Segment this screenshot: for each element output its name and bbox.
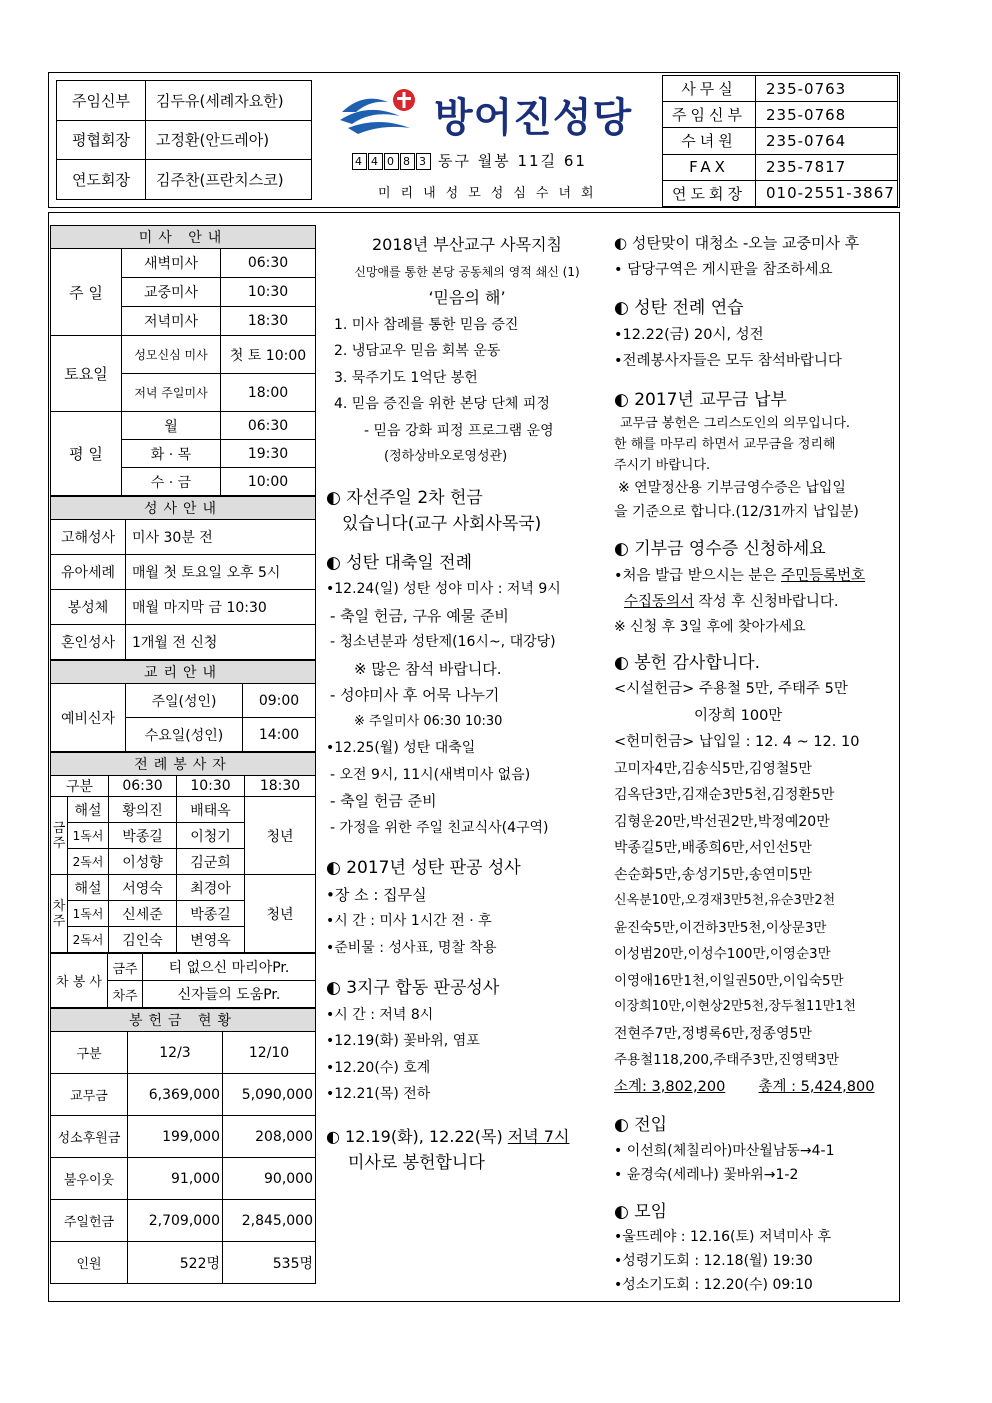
left-column — [50, 225, 316, 1284]
server-name: 황의진 — [109, 797, 177, 823]
server-name: 이성향 — [109, 849, 177, 875]
contact-value: 235-0768 — [756, 102, 898, 128]
convent-name: 미리내성모성심수녀회 — [378, 186, 604, 201]
staff-value: 김두유(세례자요한) — [146, 81, 312, 121]
server-name: 김군희 — [177, 849, 245, 875]
evening-mass-heading: ◐ 12.19(화), 12.22(목) 저녁 7시 — [326, 1126, 570, 1146]
youth-label: 청년 — [245, 875, 316, 953]
role: 1독서 — [68, 823, 109, 849]
server-name: 배태옥 — [177, 797, 245, 823]
dues-line: 주시기 바랍니다. — [614, 458, 711, 473]
offering-amount: 522명 — [128, 1242, 223, 1284]
contact-label: FAX — [663, 154, 756, 180]
car-service-table — [50, 953, 316, 1008]
contact-label: 주임신부 — [663, 102, 756, 128]
col-header: 구분 — [51, 776, 109, 797]
christmas-line: •12.24(일) 성탄 성야 미사 : 저녁 9시 — [326, 581, 561, 597]
server-name: 김인숙 — [109, 927, 177, 953]
mass-name: 성모신심 미사 — [122, 336, 221, 374]
transfer-heading: ◐ 전입 — [614, 1115, 668, 1135]
thanks-heading: ◐ 봉헌 감사합니다. — [614, 652, 760, 673]
christmas-line: - 축일 헌금 준비 — [330, 792, 437, 810]
doctrine-title: 교리안내 — [51, 661, 316, 684]
thanks-line: 이장희10만,이현상2만5천,장두철11만1천 — [614, 999, 856, 1014]
meeting-line: •성령기도회 : 12.18(월) 19:30 — [614, 1253, 813, 1269]
thanks-line: 주용철118,200,주태주3만,진영택3만 — [614, 1052, 840, 1068]
saturday-label: 토요일 — [51, 336, 122, 412]
receipt-line: •처음 발급 받으시는 분은 주민등록번호 — [614, 567, 866, 584]
offering-totals — [614, 1074, 896, 1101]
offering-amount: 90,000 — [223, 1158, 316, 1200]
rehearsal-line: •전례봉사자들은 모두 참석바랍니다 — [614, 353, 842, 369]
joint-line: •12.19(화) 꽃바위, 염포 — [326, 1033, 480, 1049]
christmas-line: ※ 많은 참석 바랍니다. — [354, 659, 502, 678]
zip-code: 4 4 0 8 3 — [352, 151, 432, 170]
offering-type: 성소후원금 — [51, 1116, 128, 1158]
joint-line: •12.20(수) 호계 — [326, 1059, 431, 1076]
rite-info: 미사 30분 전 — [126, 520, 316, 555]
staff-info-table — [56, 80, 312, 200]
contact-label: 사무실 — [663, 76, 756, 102]
catechumen-label: 예비신자 — [51, 684, 126, 752]
contact-value: 010-2551-3867 — [756, 180, 898, 206]
offering-type: 주일헌금 — [51, 1200, 128, 1242]
cleaning-heading: ◐ 성탄맞이 대청소 -오늘 교중미사 후 — [614, 234, 860, 252]
car-group: 티 없으신 마리아Pr. — [143, 954, 316, 981]
christmas-heading: ◐ 성탄 대축일 전례 — [326, 552, 472, 573]
class-day: 수요일(성인) — [126, 718, 243, 752]
penance-line: •준비물 : 성사표, 명찰 착용 — [326, 939, 497, 956]
weekday-label: 평 일 — [51, 412, 122, 496]
liturgy-servers-table — [50, 752, 316, 953]
servers-title: 전례봉사자 — [51, 753, 316, 776]
col-header: 구분 — [51, 1032, 128, 1074]
thanks-line: 손순화5만,송성기5만,송연미5만 — [614, 866, 812, 883]
transfer-line: • 이선희(체칠리아)마산월남동→4-1 — [614, 1142, 835, 1159]
contact-value: 235-0764 — [756, 128, 898, 154]
dues-heading: ◐ 2017년 교무금 납부 — [614, 389, 787, 410]
mass-time: 18:00 — [221, 374, 316, 412]
mass-name: 교중미사 — [122, 278, 221, 307]
car-week: 차주 — [108, 981, 143, 1008]
offering-amount: 199,000 — [128, 1116, 223, 1158]
evening-mass-line: 미사로 봉헌합니다 — [348, 1153, 485, 1173]
plan-item: 4. 믿음 증진을 위한 본당 단체 피정 — [334, 396, 550, 412]
catechism-table — [50, 660, 316, 752]
right-column — [614, 230, 896, 1297]
thanks-line: 고미자4만,김송식5만,김영철5만 — [614, 760, 812, 777]
dues-line: 교무금 봉헌은 그리스도인의 의무입니다. — [620, 416, 851, 431]
this-week-label: 금주 — [51, 797, 68, 875]
col-header: 18:30 — [245, 776, 316, 797]
offering-type: 교무금 — [51, 1074, 128, 1116]
cleaning-line: • 담당구역은 게시판을 참조하세요 — [614, 261, 833, 278]
dues-line: 을 기준으로 합니다.(12/31까지 납입분) — [614, 504, 859, 520]
contact-label: 연도회장 — [663, 180, 756, 206]
rite-info: 매월 첫 토요일 오후 5시 — [126, 555, 316, 590]
thanks-line: 이장희 100만 — [694, 707, 783, 724]
thanks-line: 김옥단3만,김재순3만5천,김정환5만 — [614, 787, 835, 803]
mass-title: 미사 안내 — [51, 226, 316, 249]
plan-item: 3. 묵주기도 1억단 봉헌 — [334, 369, 478, 386]
rite-name: 유아세례 — [51, 555, 126, 590]
mass-time: 19:30 — [221, 440, 316, 468]
rite-name: 고해성사 — [51, 520, 126, 555]
subtotal: 소계: 3,802,200 — [614, 1078, 726, 1095]
contact-label: 수녀원 — [663, 128, 756, 154]
youth-label: 청년 — [245, 797, 316, 875]
contact-table — [662, 75, 898, 207]
mass-time: 10:00 — [221, 468, 316, 496]
role: 2독서 — [68, 849, 109, 875]
parish-logo — [338, 88, 428, 136]
role: 해설 — [68, 875, 109, 901]
christmas-line: ※ 주일미사 06:30 10:30 — [354, 713, 503, 729]
class-time: 09:00 — [243, 684, 316, 718]
offering-type: 인원 — [51, 1242, 128, 1284]
mass-name: 월 — [122, 412, 221, 440]
col-header: 12/10 — [223, 1032, 316, 1074]
role: 2독서 — [68, 927, 109, 953]
pastoral-plan-subtitle: 신망애를 통한 본당 공동체의 영적 쇄신 (1) — [354, 264, 580, 279]
rehearsal-heading: ◐ 성탄 전례 연습 — [614, 298, 744, 318]
christmas-line: - 성야미사 후 어묵 나누기 — [330, 686, 500, 704]
christmas-line: - 오전 9시, 11시(새벽미사 없음) — [330, 766, 531, 783]
transfer-line: • 윤경숙(세레나) 꽃바위→1-2 — [614, 1166, 799, 1183]
middle-column — [326, 232, 608, 1177]
christmas-line: - 청소년분과 성탄제(16시~, 대강당) — [330, 634, 556, 650]
offering-amount: 6,369,000 — [128, 1074, 223, 1116]
offering-title: 봉헌금 현황 — [51, 1009, 316, 1032]
thanks-line: 신옥분10만,오경재3만5천,유순3만2천 — [614, 893, 836, 908]
joint-penance-heading: ◐ 3지구 합동 판공성사 — [326, 978, 500, 998]
staff-value: 고정환(안드레아) — [146, 120, 312, 160]
thanks-line: 윤진숙5만,이건하3만5천,이상문3만 — [614, 919, 827, 936]
address-text: 동구 월봉 11길 61 — [438, 152, 587, 170]
staff-label: 연도회장 — [57, 160, 146, 200]
staff-label: 주임신부 — [57, 81, 146, 121]
receipt-heading: ◐ 기부금 영수증 신청하세요 — [614, 539, 826, 559]
rite-info: 1개월 전 신청 — [126, 625, 316, 660]
class-time: 14:00 — [243, 718, 316, 752]
offering-type: 불우이웃 — [51, 1158, 128, 1200]
mass-time: 06:30 — [221, 412, 316, 440]
server-name: 변영옥 — [177, 927, 245, 953]
mass-name: 저녁미사 — [122, 307, 221, 336]
mass-time: 18:30 — [221, 307, 316, 336]
receipt-line: 수집동의서 작성 후 신청바랍니다. — [624, 594, 839, 610]
mass-schedule-table — [50, 225, 316, 496]
class-day: 주일(성인) — [126, 684, 243, 718]
rehearsal-line: •12.22(금) 20시, 성전 — [614, 326, 764, 343]
car-week: 금주 — [108, 954, 143, 981]
next-week-label: 차주 — [51, 875, 68, 953]
thanks-line: 전현주7만,정병록6만,정종영5만 — [614, 1025, 812, 1042]
christmas-line: •12.25(월) 성탄 대축일 — [326, 740, 476, 756]
col-header: 06:30 — [109, 776, 177, 797]
staff-label: 평협회장 — [57, 120, 146, 160]
plan-item: 1. 미사 참례를 통한 믿음 증진 — [334, 316, 519, 333]
rite-name: 봉성체 — [51, 590, 126, 625]
address — [352, 150, 587, 171]
thanks-line: 박종길5만,배종희6만,서인선5만 — [614, 840, 812, 856]
mass-time: 첫 토 10:00 — [221, 336, 316, 374]
charity-heading-2: 있습니다(교구 사회사목국) — [342, 514, 542, 534]
meeting-line: •울뜨레야 : 12.16(토) 저녁미사 후 — [614, 1229, 832, 1245]
offering-amount: 2,845,000 — [223, 1200, 316, 1242]
contact-value: 235-7817 — [756, 154, 898, 180]
server-name: 이청기 — [177, 823, 245, 849]
receipt-line: ※ 신청 후 3일 후에 찾아가세요 — [614, 618, 806, 635]
rites-title: 성사안내 — [51, 497, 316, 520]
mass-name: 저녁 주일미사 — [122, 374, 221, 412]
sacrament-table — [50, 496, 316, 660]
mass-time: 10:30 — [221, 278, 316, 307]
offering-amount: 91,000 — [128, 1158, 223, 1200]
server-name: 박종길 — [177, 901, 245, 927]
charity-heading: ◐ 자선주일 2차 헌금 — [326, 487, 483, 508]
thanks-line: <헌미헌금> 납입일 : 12. 4 ~ 12. 10 — [614, 734, 860, 750]
offering-table — [50, 1008, 316, 1284]
col-header: 12/3 — [128, 1032, 223, 1074]
thanks-line: 이성범20만,이성수100만,이영순3만 — [614, 946, 831, 962]
dues-line: 한 해를 마무리 하면서 교무금을 정리해 — [614, 437, 836, 452]
rite-info: 매월 마지막 금 10:30 — [126, 590, 316, 625]
plan-item: 2. 냉담교우 믿음 회복 운동 — [334, 343, 501, 359]
role: 1독서 — [68, 901, 109, 927]
contact-value: 235-0763 — [756, 76, 898, 102]
server-name: 서영숙 — [109, 875, 177, 901]
joint-line: •12.21(목) 전하 — [326, 1086, 431, 1102]
dues-line: ※ 연말정산용 기부금영수증은 납입일 — [618, 480, 846, 496]
pastoral-plan-year: ‘믿음의 해’ — [428, 288, 506, 307]
server-name: 신세준 — [109, 901, 177, 927]
staff-value: 김주찬(프란치스코) — [146, 160, 312, 200]
thanks-line: 이영애16만1천,이일권50만,이입숙5만 — [614, 972, 844, 989]
christmas-line: - 가정을 위한 주일 친교식사(4구역) — [330, 819, 549, 836]
sunday-label: 주 일 — [51, 249, 122, 336]
car-group: 신자들의 도움Pr. — [143, 981, 316, 1008]
col-header: 10:30 — [177, 776, 245, 797]
car-label: 차 봉 사 — [51, 954, 108, 1008]
server-name: 최경아 — [177, 875, 245, 901]
thanks-line: 김형운20만,박선권2만,박정예20만 — [614, 813, 830, 830]
mass-name: 수 · 금 — [122, 468, 221, 496]
plan-item: - 믿음 강화 피정 프로그램 운영 — [364, 422, 554, 439]
mass-time: 06:30 — [221, 249, 316, 278]
total: 총계 : 5,424,800 — [758, 1078, 875, 1095]
offering-amount: 208,000 — [223, 1116, 316, 1158]
pastoral-plan-title: 2018년 부산교구 사목지침 — [372, 235, 562, 254]
mass-name: 새벽미사 — [122, 249, 221, 278]
server-name: 박종길 — [109, 823, 177, 849]
christmas-line: - 축일 헌금, 구유 예물 준비 — [330, 606, 509, 625]
rite-name: 혼인성사 — [51, 625, 126, 660]
plan-item: (정하상바오로영성관) — [384, 449, 508, 464]
thanks-line: <시설헌금> 주용철 5만, 주태주 5만 — [614, 681, 848, 697]
offering-amount: 5,090,000 — [223, 1074, 316, 1116]
joint-line: •시 간 : 저녁 8시 — [326, 1006, 434, 1023]
meeting-heading: ◐ 모임 — [614, 1201, 668, 1222]
meeting-line: •성소기도회 : 12.20(수) 09:10 — [614, 1277, 813, 1293]
offering-amount: 535명 — [223, 1242, 316, 1284]
parish-name: 방어진성당 — [434, 95, 633, 141]
role: 해설 — [68, 797, 109, 823]
penance-line: •시 간 : 미사 1시간 전 · 후 — [326, 913, 492, 929]
offering-amount: 2,709,000 — [128, 1200, 223, 1242]
mass-name: 화 · 목 — [122, 440, 221, 468]
penance-line: •장 소 : 집무실 — [326, 885, 427, 904]
penance-heading: ◐ 2017년 성탄 판공 성사 — [326, 858, 521, 878]
